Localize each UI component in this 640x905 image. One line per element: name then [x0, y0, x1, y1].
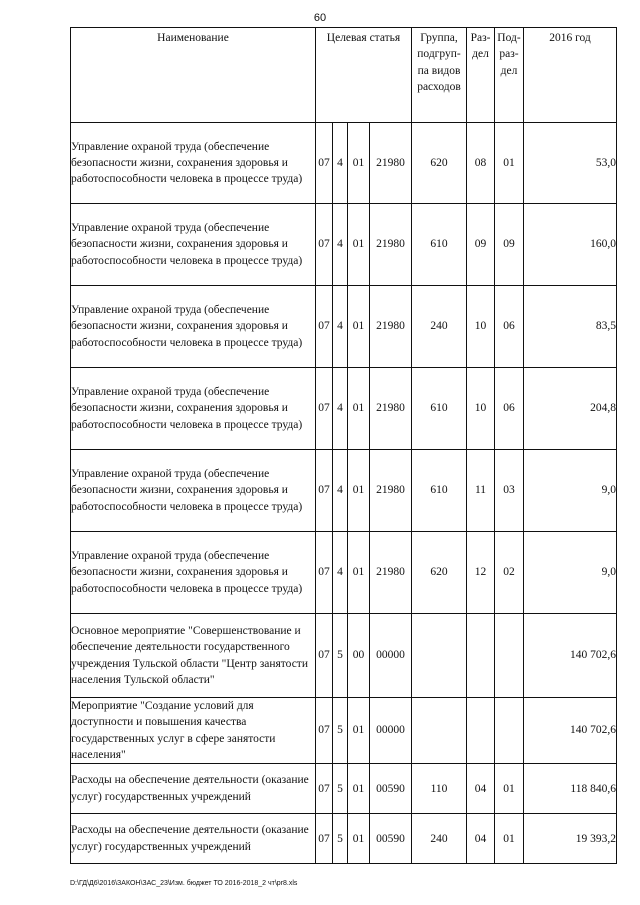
row-code-4: 21980 [370, 532, 412, 614]
row-name: Управление охраной труда (обеспечение безопасности жизни, сохранения здоровья и работоспособности человека в процессе труда) [71, 286, 316, 368]
row-code-1: 07 [316, 698, 333, 764]
row-section: 10 [467, 368, 495, 450]
row-code-3: 01 [348, 814, 370, 864]
row-code-1: 07 [316, 764, 333, 814]
row-group: 110 [412, 764, 467, 814]
row-group: 240 [412, 814, 467, 864]
row-name: Основное мероприятие "Совершенствование и обеспечение деятельности государственного учреждения Тульской области "Центр занятости населения Тульской области" [71, 614, 316, 698]
row-subsection: 03 [495, 450, 524, 532]
row-section: 04 [467, 764, 495, 814]
row-code-2: 5 [333, 814, 348, 864]
budget-table [70, 27, 617, 864]
table-row [71, 286, 617, 368]
file-path-footer: D:\ГД\Д6\2016\ЗАКОН\ЗАС_23\Изм. бюджет ТО 2016-2018_2 чт\pr8.xls [70, 880, 298, 887]
row-code-3: 00 [348, 614, 370, 698]
row-group: 610 [412, 368, 467, 450]
header-name: Наименование [71, 28, 316, 123]
row-name: Управление охраной труда (обеспечение безопасности жизни, сохранения здоровья и работоспособности человека в процессе труда) [71, 204, 316, 286]
row-name: Расходы на обеспечение деятельности (оказание услуг) государственных учреждений [71, 814, 316, 864]
row-name: Расходы на обеспечение деятельности (оказание услуг) государственных учреждений [71, 764, 316, 814]
row-amount: 19 393,2 [524, 814, 617, 864]
row-amount: 204,8 [524, 368, 617, 450]
row-group [412, 698, 467, 764]
row-section: 08 [467, 123, 495, 204]
row-amount: 9,0 [524, 532, 617, 614]
row-name: Управление охраной труда (обеспечение безопасности жизни, сохранения здоровья и работоспособности человека в процессе труда) [71, 123, 316, 204]
table-row [71, 698, 617, 764]
row-code-2: 4 [333, 450, 348, 532]
page-number: 60 [313, 12, 327, 24]
row-code-4: 21980 [370, 123, 412, 204]
row-code-2: 4 [333, 286, 348, 368]
row-code-3: 01 [348, 764, 370, 814]
row-code-3: 01 [348, 698, 370, 764]
table-row [71, 614, 617, 698]
row-group: 620 [412, 123, 467, 204]
row-code-2: 5 [333, 698, 348, 764]
table-row [71, 123, 617, 204]
row-code-3: 01 [348, 286, 370, 368]
row-section: 11 [467, 450, 495, 532]
table-row [71, 368, 617, 450]
row-subsection: 01 [495, 814, 524, 864]
row-code-4: 00000 [370, 698, 412, 764]
row-amount: 83,5 [524, 286, 617, 368]
header-target: Целевая статья [316, 28, 412, 123]
row-code-1: 07 [316, 614, 333, 698]
table-row [71, 532, 617, 614]
header-year: 2016 год [524, 28, 617, 123]
row-subsection: 01 [495, 123, 524, 204]
row-code-4: 21980 [370, 450, 412, 532]
table-row [71, 204, 617, 286]
row-subsection [495, 614, 524, 698]
row-code-4: 00590 [370, 814, 412, 864]
row-name: Управление охраной труда (обеспечение безопасности жизни, сохранения здоровья и работоспособности человека в процессе труда) [71, 368, 316, 450]
row-code-1: 07 [316, 814, 333, 864]
row-group: 610 [412, 450, 467, 532]
row-amount: 9,0 [524, 450, 617, 532]
row-group [412, 614, 467, 698]
row-code-3: 01 [348, 450, 370, 532]
row-group: 610 [412, 204, 467, 286]
row-code-3: 01 [348, 123, 370, 204]
table-row [71, 450, 617, 532]
row-code-3: 01 [348, 532, 370, 614]
row-code-2: 4 [333, 204, 348, 286]
row-code-4: 00590 [370, 764, 412, 814]
row-code-1: 07 [316, 204, 333, 286]
row-group: 240 [412, 286, 467, 368]
row-code-4: 21980 [370, 368, 412, 450]
row-amount: 118 840,6 [524, 764, 617, 814]
row-amount: 53,0 [524, 123, 617, 204]
row-amount: 160,0 [524, 204, 617, 286]
row-section [467, 614, 495, 698]
row-amount: 140 702,6 [524, 614, 617, 698]
row-section [467, 698, 495, 764]
table-row [71, 764, 617, 814]
row-name: Управление охраной труда (обеспечение безопасности жизни, сохранения здоровья и работоспособности человека в процессе труда) [71, 450, 316, 532]
row-code-1: 07 [316, 450, 333, 532]
table-header-row [71, 28, 617, 123]
row-code-3: 01 [348, 368, 370, 450]
row-amount: 140 702,6 [524, 698, 617, 764]
row-code-4: 21980 [370, 204, 412, 286]
row-code-1: 07 [316, 368, 333, 450]
row-code-4: 00000 [370, 614, 412, 698]
row-group: 620 [412, 532, 467, 614]
row-section: 09 [467, 204, 495, 286]
row-code-4: 21980 [370, 286, 412, 368]
table-row [71, 814, 617, 864]
row-code-2: 5 [333, 764, 348, 814]
header-group: Группа, подгруп-па видов расходов [412, 28, 467, 123]
row-name: Мероприятие "Создание условий для доступности и повышения качества государственных услуг в сфере занятости населения" [71, 698, 316, 764]
row-subsection: 02 [495, 532, 524, 614]
row-name: Управление охраной труда (обеспечение безопасности жизни, сохранения здоровья и работоспособности человека в процессе труда) [71, 532, 316, 614]
row-subsection: 01 [495, 764, 524, 814]
row-code-3: 01 [348, 204, 370, 286]
row-code-1: 07 [316, 286, 333, 368]
row-code-2: 4 [333, 368, 348, 450]
row-section: 10 [467, 286, 495, 368]
row-code-1: 07 [316, 532, 333, 614]
header-section: Раз-дел [467, 28, 495, 123]
row-section: 12 [467, 532, 495, 614]
row-subsection [495, 698, 524, 764]
row-subsection: 06 [495, 368, 524, 450]
row-section: 04 [467, 814, 495, 864]
row-code-2: 4 [333, 123, 348, 204]
row-code-1: 07 [316, 123, 333, 204]
row-code-2: 5 [333, 614, 348, 698]
row-code-2: 4 [333, 532, 348, 614]
header-subsection: Под-раз-дел [495, 28, 524, 123]
row-subsection: 09 [495, 204, 524, 286]
row-subsection: 06 [495, 286, 524, 368]
